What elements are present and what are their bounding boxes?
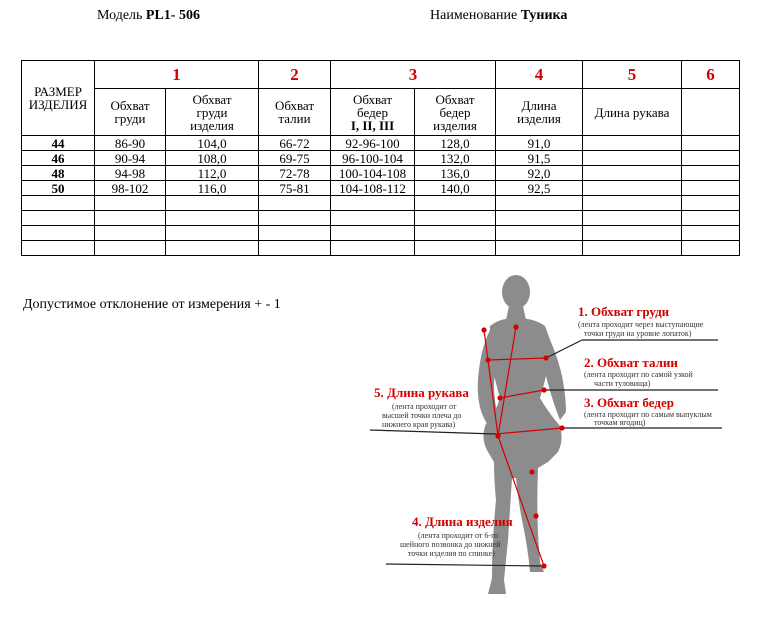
- label-sleeve-note: высшей точки плеча до: [382, 411, 462, 420]
- model-label: Модель: [97, 8, 143, 23]
- table-cell: 66-72: [259, 136, 331, 151]
- group-number: 5: [583, 61, 682, 89]
- column-header: Обхват бедер изделия: [415, 89, 496, 136]
- label-sleeve-note: нижнего края рукава): [382, 420, 456, 429]
- table-cell: 91,5: [496, 151, 583, 166]
- label-length-note: точки изделия по спинке): [408, 549, 495, 558]
- table-row: [22, 166, 740, 181]
- label-hips-note: (лента проходит по самым выпуклым: [584, 410, 712, 419]
- table-cell: [682, 136, 740, 151]
- table-cell: [583, 166, 682, 181]
- label-waist-note: (лента проходит по самой узкой: [584, 370, 693, 379]
- column-header-row: [22, 89, 740, 136]
- table-cell: [682, 181, 740, 196]
- table-cell: 75-81: [259, 181, 331, 196]
- table-cell: 92,5: [496, 181, 583, 196]
- label-chest-note: (лента проходит через выступающие: [578, 320, 704, 329]
- table-cell: 94-98: [95, 166, 166, 181]
- empty-row: [22, 226, 740, 241]
- group-number: 1: [95, 61, 259, 89]
- table-cell: 100-104-108: [331, 166, 415, 181]
- table-cell: [583, 181, 682, 196]
- table-cell: 90-94: [95, 151, 166, 166]
- group-number: 3: [331, 61, 496, 89]
- table-cell: 132,0: [415, 151, 496, 166]
- table-cell: 92,0: [496, 166, 583, 181]
- size-cell: 46: [22, 151, 95, 166]
- column-header-empty: [682, 89, 740, 136]
- group-row: [22, 61, 740, 89]
- label-length-title: 4. Длина изделия: [412, 514, 513, 529]
- size-cell: 44: [22, 136, 95, 151]
- empty-row: [22, 196, 740, 211]
- label-length-note: шейного позвонка до нижней: [400, 540, 501, 549]
- group-number: 4: [496, 61, 583, 89]
- column-header: Обхват груди: [95, 89, 166, 136]
- table-cell: 128,0: [415, 136, 496, 151]
- group-number: 6: [682, 61, 740, 89]
- measurement-figure: [360, 270, 760, 625]
- size-table: [21, 60, 740, 256]
- empty-row: [22, 241, 740, 256]
- empty-row: [22, 211, 740, 226]
- table-row: [22, 181, 740, 196]
- group-number: 2: [259, 61, 331, 89]
- size-cell: 50: [22, 181, 95, 196]
- label-length-note: (лента проходит от 6-го: [418, 531, 499, 540]
- label-hips-note: точкам ягодиц): [594, 418, 646, 427]
- table-cell: 140,0: [415, 181, 496, 196]
- column-header-text: Обхват бедер: [352, 91, 393, 120]
- table-cell: 92-96-100: [331, 136, 415, 151]
- table-cell: 104-108-112: [331, 181, 415, 196]
- column-header: Длина рукава: [583, 89, 682, 136]
- table-row: [22, 136, 740, 151]
- table-cell: [583, 151, 682, 166]
- label-waist-title: 2. Обхват талии: [584, 355, 678, 370]
- name-header: [430, 8, 567, 24]
- table-cell: 69-75: [259, 151, 331, 166]
- table-cell: 91,0: [496, 136, 583, 151]
- label-sleeve-note: (лента проходит от: [392, 402, 457, 411]
- table-cell: [682, 166, 740, 181]
- table-cell: 136,0: [415, 166, 496, 181]
- table-cell: 108,0: [166, 151, 259, 166]
- column-header: Обхват талии: [259, 89, 331, 136]
- column-header: [331, 89, 415, 136]
- name-label: Наименование: [430, 8, 518, 23]
- column-header-roman: I, II, III: [350, 117, 395, 133]
- table-cell: [682, 151, 740, 166]
- label-hips-title: 3. Обхват бедер: [584, 395, 674, 410]
- table-cell: 96-100-104: [331, 151, 415, 166]
- name-value: Туника: [520, 8, 568, 23]
- table-cell: 116,0: [166, 181, 259, 196]
- label-chest-title: 1. Обхват груди: [578, 304, 670, 319]
- column-header: Обхват груди изделия: [166, 89, 259, 136]
- size-cell: 48: [22, 166, 95, 181]
- table-cell: 112,0: [166, 166, 259, 181]
- table-row: [22, 151, 740, 166]
- table-cell: 104,0: [166, 136, 259, 151]
- tolerance-note: Допустимое отклонение от измерения + - 1: [23, 297, 281, 312]
- size-header-cell: [22, 61, 95, 136]
- table-cell: 98-102: [95, 181, 166, 196]
- table-cell: 72-78: [259, 166, 331, 181]
- size-header: РАЗМЕР ИЗДЕЛИЯ: [28, 84, 88, 112]
- label-sleeve-title: 5. Длина рукава: [374, 385, 469, 400]
- column-header: Длина изделия: [496, 89, 583, 136]
- label-waist-note: части туловища): [594, 379, 651, 388]
- label-chest-note: точки груди на уровне лопаток): [584, 329, 692, 338]
- model-value: PL1- 506: [145, 8, 200, 23]
- table-cell: 86-90: [95, 136, 166, 151]
- model-header: [97, 8, 200, 24]
- table-cell: [583, 136, 682, 151]
